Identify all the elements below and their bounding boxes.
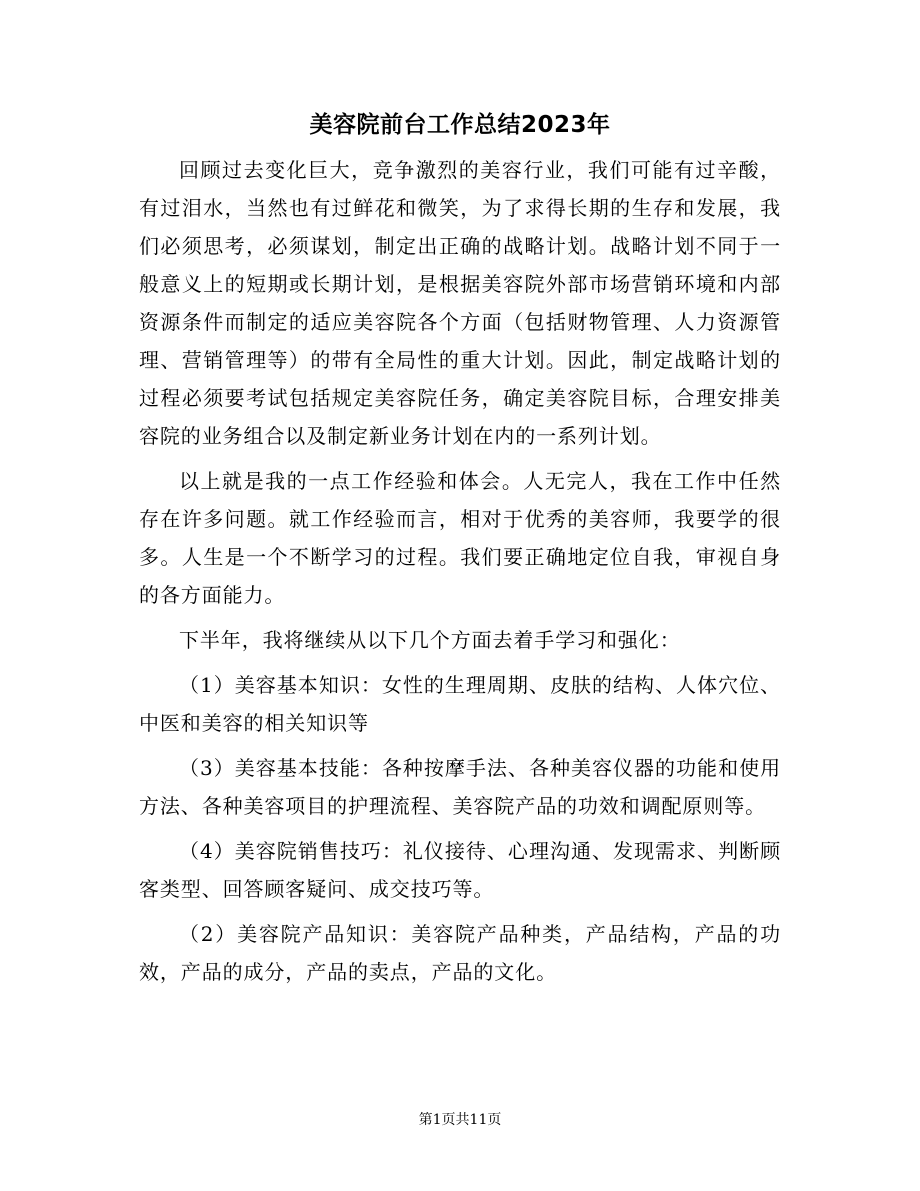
paragraph-intro: 回顾过去变化巨大，竞争激烈的美容行业，我们可能有过辛酸，有过泪水，当然也有过鲜花和微笑，为了求得长期的生存和发展，我们必须思考，必须谋划，制定出正确的战略计划。战略计划不同于一般意义上的短期或长期计划，是根据美容院外部市场营销环境和内部资源条件而制定的适应美容院各个方面（包括财物管理、人力资源管理、营销管理等）的带有全局性的重大计划。因此，制定战略计划的过程必须要考试包括规定美容院任务，确定美容院目标，合理安排美容院的业务组合以及制定新业务计划在内的一系列计划。: [139, 158, 781, 448]
page-number-footer: 第1页共11页: [418, 1112, 502, 1128]
document-body: [139, 151, 781, 998]
list-item-sales-skills: （4）美容院销售技巧：礼仪接待、心理沟通、发现需求、判断顾客类型、回答顾客疑问、成交技巧等。: [139, 839, 781, 901]
document-title: 美容院前台工作总结2023年: [309, 112, 611, 138]
list-item-basic-knowledge: （1）美容基本知识：女性的生理周期、皮肤的结构、人体穴位、中医和美容的相关知识等: [139, 673, 781, 735]
paragraph-experience: 以上就是我的一点工作经验和体会。人无完人，我在工作中任然存在许多问题。就工作经验而言，相对于优秀的美容师，我要学的很多。人生是一个不断学习的过程。我们要正确地定位自我，审视自身的各方面能力。: [139, 469, 781, 607]
list-item-basic-skills: （3）美容基本技能：各种按摩手法、各种美容仪器的功能和使用方法、各种美容项目的护理流程、美容院产品的功效和调配原则等。: [139, 756, 781, 818]
list-item-product-knowledge: （2）美容院产品知识：美容院产品种类，产品结构，产品的功效，产品的成分，产品的卖点，产品的文化。: [139, 922, 781, 984]
paragraph-plan-intro: 下半年，我将继续从以下几个方面去着手学习和强化：: [179, 628, 681, 652]
